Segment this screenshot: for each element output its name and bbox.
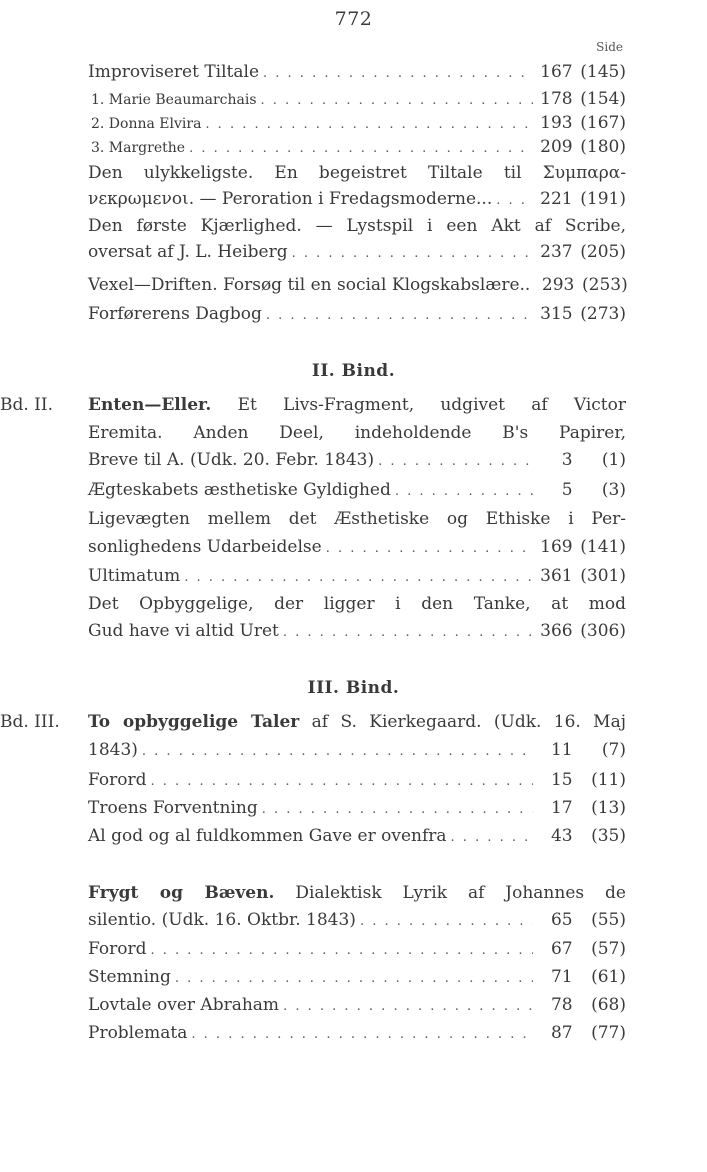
toc-entry [88, 995, 626, 1017]
entry-title: Ægteskabets æsthetiske Gyldighed [88, 480, 391, 500]
leader-dots [205, 114, 532, 135]
entry-pages: 67 (57) [550, 939, 626, 959]
toc-entry [88, 275, 626, 297]
toc-entry [88, 826, 626, 848]
volume-label: Bd. II. [0, 395, 54, 415]
entry-title: 3. Margrethe [91, 140, 186, 156]
leader-dots [150, 940, 532, 961]
leader-dots [189, 138, 533, 159]
entry-title: 1. Marie Beaumarchais [91, 92, 257, 108]
entry-title: Lovtale over Abraham [88, 995, 280, 1015]
toc-entry-line: Ligevægten mellem det Æsthetiske og Ethiske i Per- [88, 509, 626, 529]
work-title: Frygt og Bæven. [88, 883, 275, 903]
entry-pages: 71 (61) [550, 967, 626, 987]
entry-pages: 361 (301) [540, 566, 626, 586]
entry-pages: 11 (7) [550, 740, 626, 760]
entry-pages: 167 (145) [540, 62, 626, 82]
toc-entry-line [88, 883, 626, 904]
leader-dots [184, 567, 532, 588]
entry-pages: 17 (13) [550, 798, 626, 818]
toc-entry-line [88, 395, 626, 416]
entry-title: νεκρωμενοι. — Peroration i Fredagsmoderne... [88, 189, 493, 209]
entry-pages: 169 (141) [540, 537, 626, 557]
entry-pages: 315 (273) [540, 304, 626, 324]
leader-dots [496, 190, 532, 211]
toc-entry [88, 939, 626, 961]
entry-title: 1843) [88, 740, 138, 760]
leader-dots [395, 481, 533, 502]
entry-pages: 5 (3) [561, 480, 626, 500]
leader-dots [283, 996, 533, 1017]
entry-title: Forord [88, 770, 147, 790]
toc-entry [88, 566, 626, 588]
leader-dots [266, 305, 533, 326]
entry-title: Breve til A. (Udk. 20. Febr. 1843) [88, 450, 375, 470]
leader-dots [326, 538, 533, 559]
toc-entry-line: Den første Kjærlighed. — Lystspil i een Akt af Scribe, [88, 216, 626, 236]
entry-pages: 43 (35) [550, 826, 626, 846]
entry-pages: 15 (11) [550, 770, 626, 790]
work-subtitle: af S. Kierkegaard. (Udk. 16. Maj [299, 712, 626, 732]
entry-pages: 209 (180) [540, 137, 626, 157]
entry-title: Vexel—Driften. Forsøg til en social Klogskabslære.. [88, 275, 531, 295]
leader-dots [261, 90, 533, 111]
leader-dots [360, 911, 533, 932]
leader-dots [191, 1024, 532, 1045]
entry-pages: 178 (154) [540, 89, 626, 109]
leader-dots [451, 827, 533, 848]
toc-entry [88, 910, 626, 932]
toc-entry [88, 537, 626, 559]
entry-title: Problemata [88, 1023, 188, 1043]
leader-dots [262, 799, 533, 820]
toc-entry-line: Det Opbyggelige, der ligger i den Tanke, at mod [88, 594, 626, 614]
entry-title: Forførerens Dagbog [88, 304, 262, 324]
toc-entry [88, 450, 626, 472]
toc-entry [88, 798, 626, 820]
entry-pages: 193 (167) [540, 113, 626, 133]
toc-entry [88, 770, 626, 792]
toc-entry [88, 189, 626, 211]
leader-dots [292, 243, 533, 264]
entry-title: 2. Donna Elvira [91, 116, 202, 132]
leader-dots [150, 771, 532, 792]
leader-dots [263, 63, 533, 84]
toc-entry [88, 62, 626, 84]
entry-title: silentio. (Udk. 16. Oktbr. 1843) [88, 910, 356, 930]
entry-pages: 78 (68) [550, 995, 626, 1015]
toc-subentry [88, 137, 626, 159]
toc-entry-line [88, 712, 626, 733]
entry-pages: 87 (77) [550, 1023, 626, 1043]
entry-title: Troens Forventning [88, 798, 258, 818]
entry-pages: 293 (253) [541, 275, 628, 295]
entry-title: Improviseret Tiltale [88, 62, 260, 82]
side-column-label: Side [596, 40, 623, 54]
volume-heading: III. Bind. [307, 678, 400, 698]
entry-pages: 366 (306) [540, 621, 626, 641]
toc-entry [88, 480, 626, 502]
toc-entry [88, 621, 626, 643]
toc-entry [88, 740, 626, 762]
entry-title: Gud have vi altid Uret [88, 621, 279, 641]
toc-subentry [88, 113, 626, 135]
entry-title: Forord [88, 939, 147, 959]
entry-title: oversat af J. L. Heiberg [88, 242, 288, 262]
work-subtitle: Dialektisk Lyrik af Johannes de [274, 883, 626, 903]
toc-subentry [88, 89, 626, 111]
toc-entry [88, 304, 626, 326]
entry-title: Ultimatum [88, 566, 181, 586]
toc-entry [88, 967, 626, 989]
entry-title: Stemning [88, 967, 171, 987]
entry-pages: 3 (1) [561, 450, 626, 470]
entry-pages: 65 (55) [550, 910, 626, 930]
leader-dots [378, 451, 532, 472]
entry-pages: 237 (205) [540, 242, 626, 262]
volume-label: Bd. III. [0, 712, 60, 732]
toc-entry [88, 242, 626, 264]
entry-title: Al god og al fuldkommen Gave er ovenfra [88, 826, 447, 846]
work-subtitle: Et Livs-Fragment, udgivet af Victor [237, 395, 626, 415]
leader-dots [142, 741, 533, 762]
entry-title: sonlighedens Udarbeidelse [88, 537, 322, 557]
volume-heading: II. Bind. [311, 361, 396, 381]
leader-dots [283, 622, 533, 643]
page-number: 772 [334, 8, 373, 30]
leader-dots [175, 968, 533, 989]
toc-entry-line: Eremita. Anden Deel, indeholdende B's Papirer, [88, 423, 626, 443]
work-title: To opbyggelige Taler [88, 712, 300, 732]
entry-pages: 221 (191) [540, 189, 626, 209]
work-title: Enten—Eller. [88, 395, 212, 415]
toc-entry-line: Den ulykkeligste. En begeistret Tiltale til Συμπαρα- [88, 163, 626, 183]
toc-entry [88, 1023, 626, 1045]
